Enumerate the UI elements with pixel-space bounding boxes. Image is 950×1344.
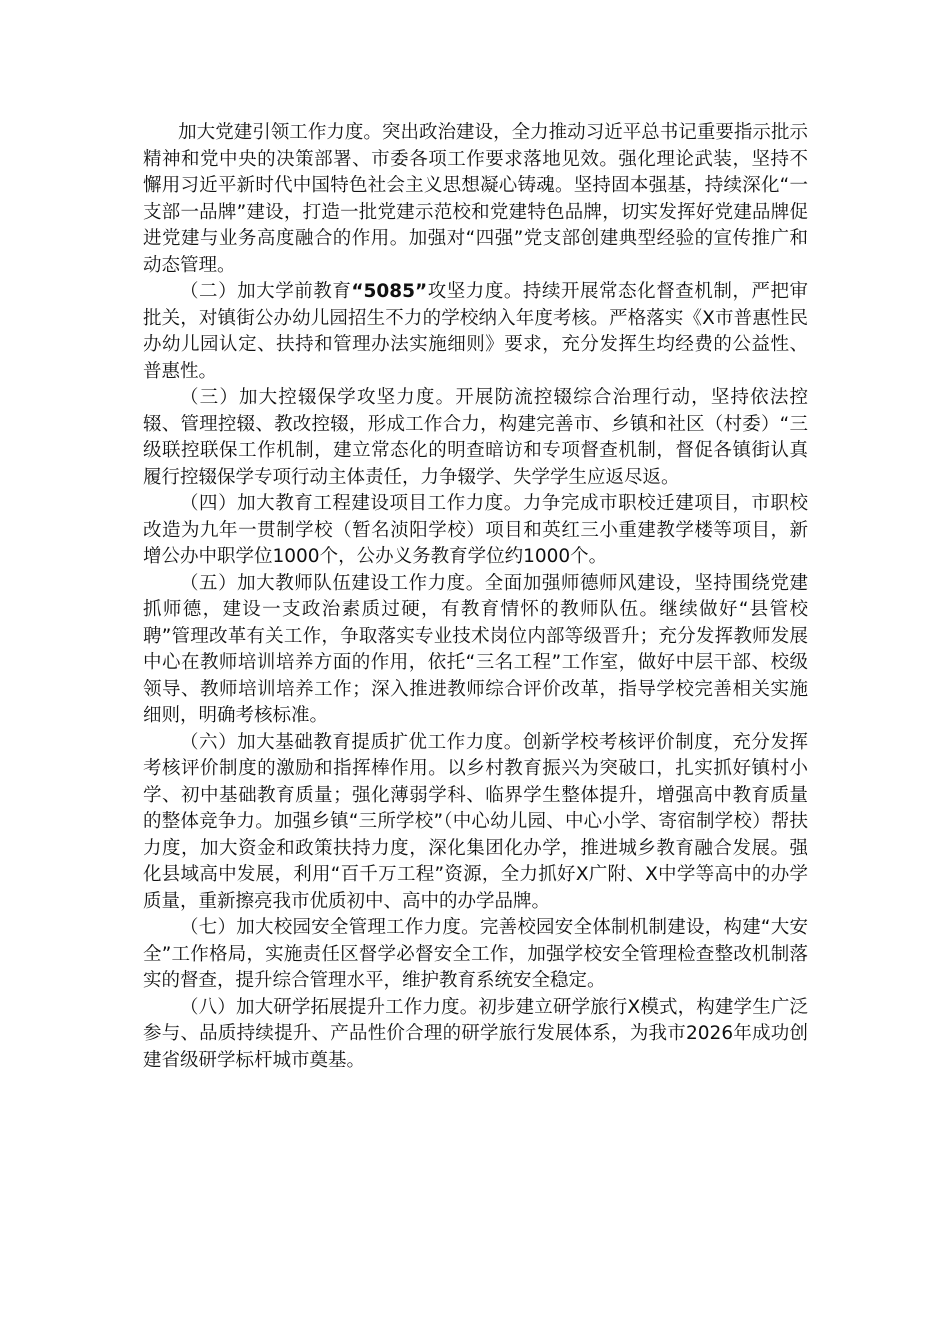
paragraph-party-building: 加大党建引领工作力度。突出政治建设，全力推动习近平总书记重要指示批示精神和党中央的决策部署、市委各项工作要求落地见效。强化理论武装，坚持不懈用习近平新时代中国特色社会主义思想凝心铸魂。坚持固本强基，持续深化“一支部一品牌”建设，打造一批党建示范校和党建特色品牌，切实发挥好党建品牌促进党建与业务高度融合的作用。加强对“四强”党支部创建典型经验的宣传推广和动态管理。 xyxy=(143,122,808,276)
paragraph-education-projects: （四）加大教育工程建设项目工作力度。力争完成市职校迁建项目，市职校改造为九年一贯制学校（暂名浈阳学校）项目和英红三小重建教学楼等项目，新增公办中职学位1000个，公办义务教育学位约1000个。 xyxy=(143,493,808,567)
paragraph-preschool-lead: （二）加大学前教育 xyxy=(180,281,352,302)
paragraph-preschool-emphasis: “5085” xyxy=(351,281,428,302)
paragraph-teacher-team: （五）加大教师队伍建设工作力度。全面加强师德师风建设，坚持围绕党建抓师德，建设一支政治素质过硬，有教育情怀的教师队伍。继续做好“县管校聘”管理改革有关工作，争取落实专业技术岗位内部等级晋升；充分发挥教师发展中心在教师培训培养方面的作用，依托“三名工程”工作室，做好中层干部、校级领导、教师培训培养工作；深入推进教师综合评价改革，指导学校完善相关实施细则，明确考核标准。 xyxy=(143,572,808,726)
paragraph-study-travel: （八）加大研学拓展提升工作力度。初步建立研学旅行X模式，构建学生广泛参与、品质持续提升、产品性价合理的研学旅行发展体系，为我市2026年成功创建省级研学标杆城市奠基。 xyxy=(143,996,808,1071)
paragraph-basic-education: （六）加大基础教育提质扩优工作力度。创新学校考核评价制度，充分发挥考核评价制度的激励和指挥棒作用。以乡村教育振兴为突破口，扎实抓好镇村小学、初中基础教育质量；强化薄弱学科、临界学生整体提升，增强高中教育质量的整体竞争力。加强乡镇“三所学校”（中心幼儿园、中心小学、寄宿制学校）帮扶力度，加大资金和政策扶持力度，深化集团化办学，推进城乡教育融合发展。强化县域高中发展，利用“百千万工程”资源，全力抓好X广附、X中学等高中的办学质量，重新擦亮我市优质初中、高中的办学品牌。 xyxy=(143,731,808,912)
paragraph-dropout-control: （三）加大控辍保学攻坚力度。开展防流控辍综合治理行动，坚持依法控辍、管理控辍、教改控辍，形成工作合力，构建完善市、乡镇和社区（村委）“三级联控联保工作机制，建立常态化的明查暗访和专项督查机制，督促各镇街认真履行控辍保学专项行动主体责任，力争辍学、失学学生应返尽返。 xyxy=(143,387,808,488)
paragraph-preschool-rest: 攻坚力度。持续开展常态化督查机制，严把审批关，对镇街公办幼儿园招生不力的学校纳入年度考核。严格落实《X市普惠性民办幼儿园认定、扶持和管理办法实施细则》要求，充分发挥生均经费的公益性、普惠性。 xyxy=(143,281,808,382)
paragraph-campus-safety: （七）加大校园安全管理工作力度。完善校园安全体制机制建设，构建“大安全”工作格局，实施责任区督学必督安全工作，加强学校安全管理检查整改机制落实的督查，提升综合管理水平，维护教育系统安全稳定。 xyxy=(143,917,808,991)
document-body xyxy=(143,120,808,1074)
paragraph-preschool-education xyxy=(143,279,808,385)
